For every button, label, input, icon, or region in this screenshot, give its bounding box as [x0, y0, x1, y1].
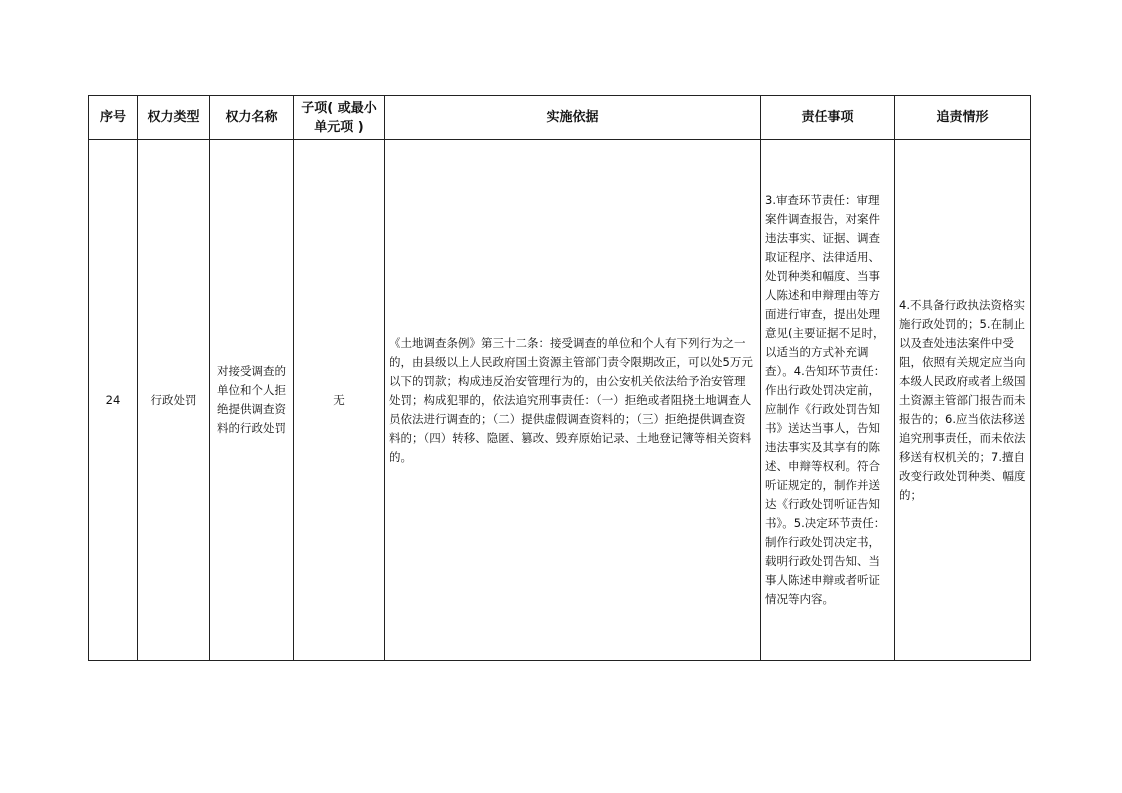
header-accountability: 追责情形 — [895, 96, 1031, 140]
header-power-name: 权力名称 — [210, 96, 294, 140]
cell-seq: 24 — [89, 140, 138, 661]
cell-power-name — [210, 140, 294, 661]
header-basis: 实施依据 — [385, 96, 761, 140]
power-list-table — [88, 95, 1031, 661]
cell-accountability — [895, 140, 1031, 661]
header-power-type: 权力类型 — [138, 96, 210, 140]
cell-basis — [385, 140, 761, 661]
responsibility-text: 3.审查环节责任：审理案件调查报告，对案件违法事实、证据、调查取证程序、法律适用、处罚种类和幅度、当事人陈述和申辩理由等方面进行审查，提出处理意见(主要证据不足时，以适当的方式补充调查）。4.告知环节责任：作出行政处罚决定前，应制作《行政处罚告知书》送达当事人，告知违法事实及其享有的陈述、申辩等权利。符合听证规定的，制作并送达《行政处罚听证告知书》。5.决定环节责任：制作行政处罚决定书，载明行政处罚告知、当事人陈述申辩或者听证情况等内容。 — [765, 193, 886, 606]
power-name-text: 对接受调查的单位和个人拒绝提供调查资料的行政处罚 — [217, 364, 286, 435]
header-subitem: 子项( 或最小单元项 ) — [294, 96, 385, 140]
header-row — [89, 96, 1031, 140]
header-responsibility: 责任事项 — [761, 96, 895, 140]
cell-responsibility — [761, 140, 895, 661]
table-row — [89, 140, 1031, 661]
basis-text: 《土地调查条例》第三十二条：接受调查的单位和个人有下列行为之一的，由县级以上人民政府国土资源主管部门责令限期改正，可以处5万元以下的罚款；构成违反治安管理行为的，由公安机关依法给予治安管理处罚；构成犯罪的，依法追究刑事责任：（一）拒绝或者阻挠土地调查人员依法进行调查的；（二）提供虚假调查资料的；（三）拒绝提供调查资料的；（四）转移、隐匿、篡改、毁弃原始记录、土地登记簿等相关资料的。 — [389, 335, 753, 464]
header-seq: 序号 — [89, 96, 138, 140]
cell-power-type: 行政处罚 — [138, 140, 210, 661]
cell-subitem: 无 — [294, 140, 385, 661]
accountability-text: 4.不具备行政执法资格实施行政处罚的；5.在制止以及查处违法案件中受阻，依照有关规定应当向本级人民政府或者上级国土资源主管部门报告而未报告的；6.应当依法移送追究刑事责任，而未依法移送有权机关的；7.擅自改变行政处罚种类、幅度的； — [899, 297, 1026, 502]
